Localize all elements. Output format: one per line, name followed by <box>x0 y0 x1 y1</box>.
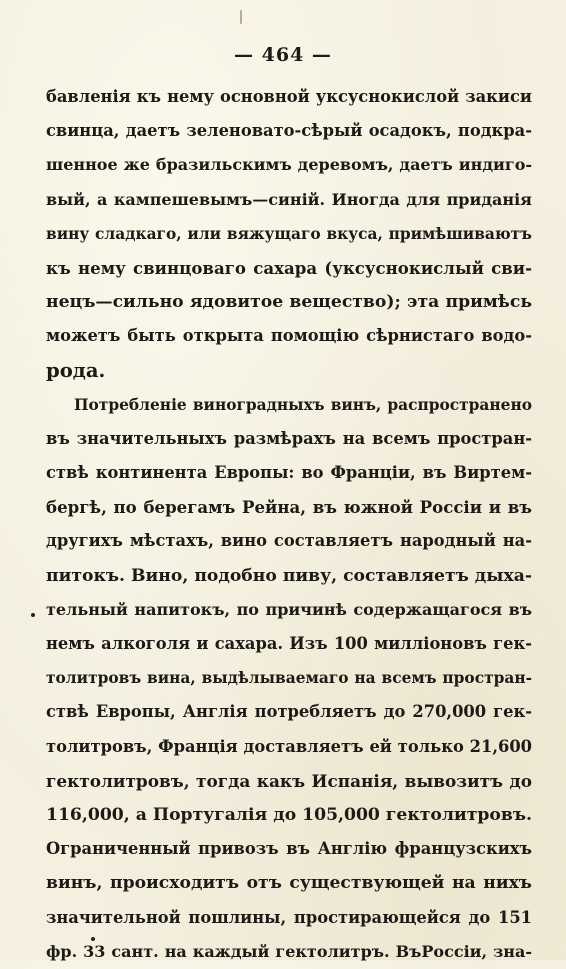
ink-speck <box>91 937 95 941</box>
text-line: винъ, происходитъ отъ существующей на нихъ <box>46 873 532 894</box>
text-line: къ нему свинцоваго сахара (уксуснокислый сви- <box>46 257 532 278</box>
text-line: шенное же бразильскимъ деревомъ, даетъ индиго- <box>46 155 532 175</box>
text-line: вину сладкаго, или вяжущаго вкуса, примѣшиваютъ <box>46 224 532 243</box>
text-line: вый, а кампешевымъ—синій. Иногда для приданія <box>46 189 532 209</box>
text-line: гектолитровъ, тогда какъ Испанія, вывозитъ до <box>46 770 532 791</box>
paragraph-end-line: рода. <box>46 358 106 382</box>
paper-crease-mark <box>240 10 242 24</box>
text-line: толитровъ вина, выдѣлываемаго на всемъ простран- <box>46 669 532 688</box>
text-line: въ значительныхъ размѣрахъ на всемъ простран- <box>46 428 532 448</box>
text-line: другихъ мѣстахъ, вино составляетъ народный на- <box>46 531 532 551</box>
text-line: свинца, даетъ зеленовато-сѣрый осадокъ, подкра- <box>46 121 532 141</box>
text-line: нецъ—сильно ядовитое вещество); эта примѣсь <box>46 292 532 313</box>
text-line: бавленія къ нему основной уксуснокислой закиси <box>46 87 532 106</box>
text-line: толитровъ, Франція доставляетъ ей только 21,600 <box>46 736 532 756</box>
ink-speck <box>31 613 35 617</box>
text-line: немъ алкоголя и сахара. Изъ 100 милліоновъ гек- <box>46 634 532 653</box>
text-line: фр. 33 сант. на каждый гектолитръ. ВъРоссіи, зна- <box>46 941 532 961</box>
text-line: ствѣ континента Европы: во Франціи, въ Виртем- <box>46 463 532 483</box>
text-line: ствѣ Европы, Англія потребляетъ до 270,000 гек- <box>46 702 532 722</box>
text-line: Ограниченный привозъ въ Англію французскихъ <box>46 839 532 859</box>
page-number: — 464 — <box>234 44 332 66</box>
text-line: значительной пошлины, простирающейся до 151 <box>46 907 532 927</box>
text-line: питокъ. Вино, подобно пиву, составляетъ дыха- <box>46 565 532 586</box>
text-line: 116,000, а Португалія до 105,000 гектолитровъ. <box>46 804 532 825</box>
text-line: бергѣ, по берегамъ Рейна, въ южной Россіи и въ <box>46 497 532 518</box>
body-text <box>46 80 532 969</box>
text-line: тельный напитокъ, по причинѣ содержащагося въ <box>46 599 532 619</box>
paragraph-first-line: Потребленіе виноградныхъ винъ, распространено <box>74 395 532 414</box>
text-line: можетъ быть открыта помощію сѣрнистаго водо- <box>46 326 532 346</box>
